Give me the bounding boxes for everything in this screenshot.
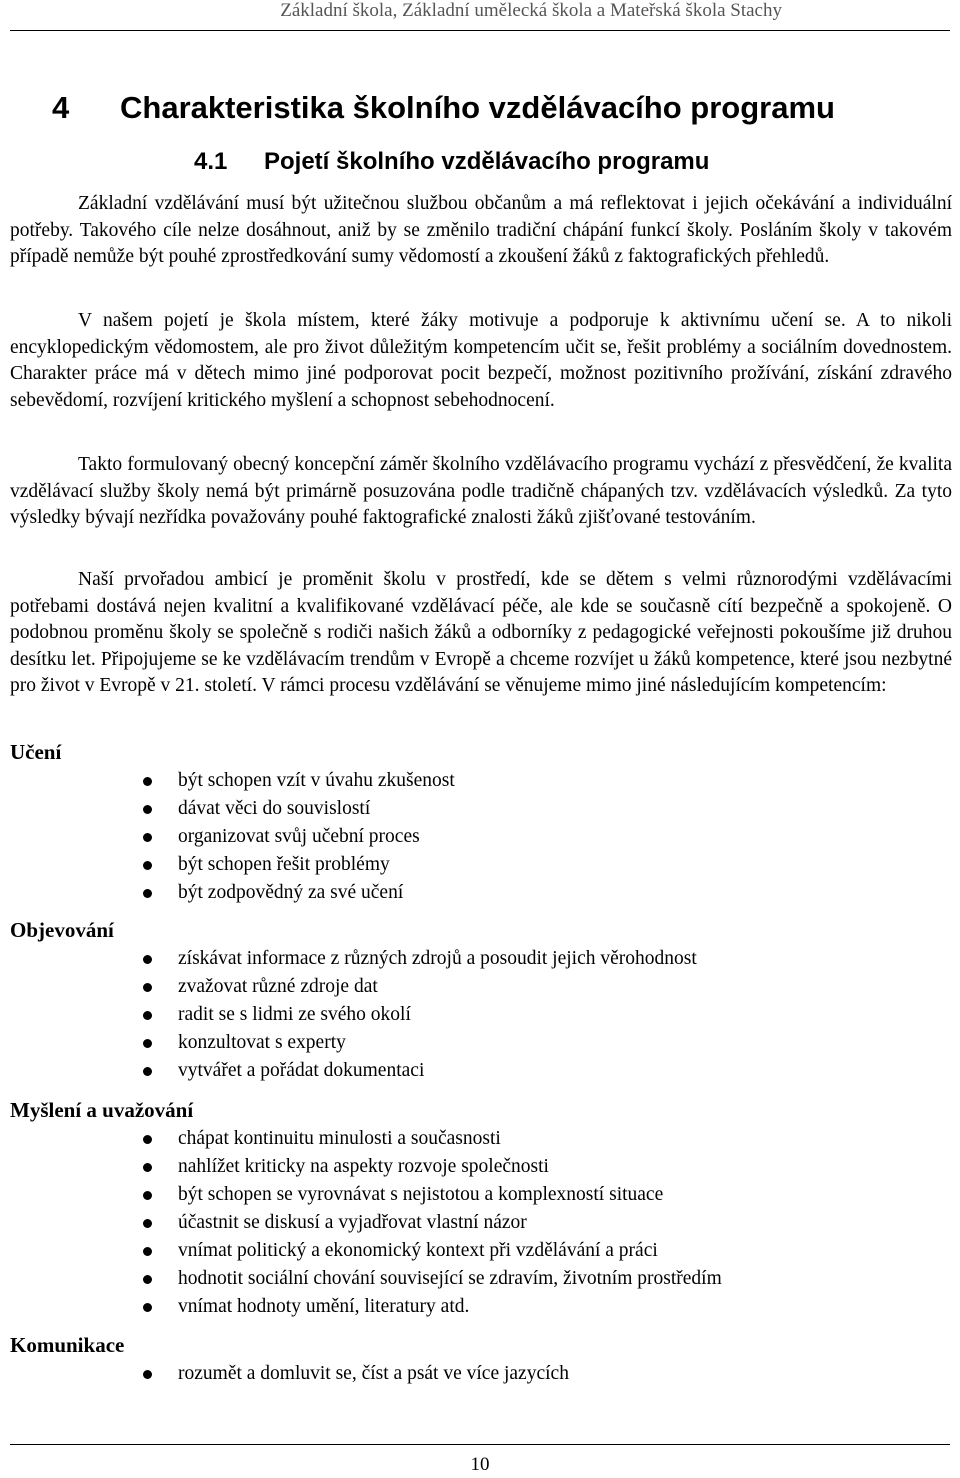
footer-rule: [10, 1444, 950, 1445]
chapter-title: Charakteristika školního vzdělávacího programu: [120, 90, 835, 125]
chapter-heading: [52, 88, 932, 128]
running-header: [10, 0, 950, 26]
list-item: hodnotit sociální chování související se zdravím, životním prostředím: [140, 1265, 722, 1293]
paragraph-4-block: [10, 567, 952, 700]
competence-list-thinking: [140, 1125, 722, 1321]
paragraph-3-block: [10, 452, 952, 532]
bullet-icon: [143, 1303, 152, 1312]
section-number: 4.1: [194, 148, 228, 175]
competence-list-discovery: [140, 945, 697, 1085]
competence-title-discovery: Objevování: [10, 918, 114, 942]
list-item: dávat věci do souvislostí: [140, 795, 455, 823]
bullet-icon: [143, 1247, 152, 1256]
bullet-icon: [143, 1039, 152, 1048]
list-item: vytvářet a pořádat dokumentaci: [140, 1057, 697, 1085]
bullet-icon: [143, 955, 152, 964]
page-number: 10: [470, 1454, 490, 1475]
bullet-icon: [143, 889, 152, 898]
list-item: chápat kontinuitu minulosti a současnosti: [140, 1125, 722, 1153]
bullet-icon: [143, 1275, 152, 1284]
bullet-icon: [143, 777, 152, 786]
list-item: organizovat svůj učební proces: [140, 823, 455, 851]
bullet-icon: [143, 861, 152, 870]
section-heading: [194, 145, 894, 179]
list-item: vnímat politický a ekonomický kontext při vzdělávání a práci: [140, 1237, 722, 1265]
competence-title-learning: Učení: [10, 740, 62, 764]
paragraph: V našem pojetí je škola místem, které žáky motivuje a podporuje k aktivnímu učení se. A to nikoli encyklopedickým vědomostem, ale pro život důležitým kompetencím učit se, řešit problémy a sociálním dovednostem. Charakter práce má v dětech mimo jiné podporovat pocit bezpečí, možnost pozitivního prožívání, získání zdravého sebevědomí, rozvíjení kritického myšlení a schopnost sebehodnocení.: [10, 310, 952, 411]
paragraph-1-block: [10, 191, 952, 271]
list-item: konzultovat s experty: [140, 1029, 697, 1057]
competence-list-communication: [140, 1360, 569, 1388]
bullet-icon: [143, 1135, 152, 1144]
section-title: Pojetí školního vzdělávacího programu: [264, 148, 710, 175]
list-item: radit se s lidmi ze svého okolí: [140, 1001, 697, 1029]
bullet-icon: [143, 1370, 152, 1379]
bullet-icon: [143, 1067, 152, 1076]
header-rule: [10, 30, 950, 31]
competence-list-learning: [140, 767, 455, 907]
list-item: být schopen se vyrovnávat s nejistotou a komplexností situace: [140, 1181, 722, 1209]
paragraph: Základní vzdělávání musí být užitečnou službou občanům a má reflektovat i jejich očekávání a individuální potřeby. Takového cíle nelze dosáhnout, aniž by se změnilo tradiční chápání funkcí školy. Posláním školy v takovém případě nemůže být pouhé zprostředkování sumy vědomostí a zkoušení žáků z faktografických přehledů.: [10, 193, 952, 268]
bullet-icon: [143, 1011, 152, 1020]
list-item: být schopen řešit problémy: [140, 851, 455, 879]
competence-title-communication: Komunikace: [10, 1333, 125, 1357]
bullet-icon: [143, 805, 152, 814]
bullet-icon: [143, 1163, 152, 1172]
list-item: být zodpovědný za své učení: [140, 879, 455, 907]
bullet-icon: [143, 1219, 152, 1228]
bullet-icon: [143, 1191, 152, 1200]
paragraph: Takto formulovaný obecný koncepční záměr školního vzdělávacího programu vychází z přesvědčení, že kvalita vzdělávací služby školy nemá být primárně posuzována podle tradičně chápaných tzv. vzdělávacích výsledků. Za tyto výsledky bývají nezřídka považovány pouhé faktografické znalosti žáků zjišťované testováním.: [10, 454, 952, 529]
bullet-icon: [143, 833, 152, 842]
paragraph: Naší prvořadou ambicí je proměnit školu v prostředí, kde se dětem s velmi různorodými vzdělávacími potřebami dostává nejen kvalitní a kvalifikované vzdělávací péče, ale kde se současně cítí bezpečně a spokojeně. O podobnou proměnu školy se společně s rodiči našich žáků a odborníky z pedagogické veřejnosti pokoušíme již druhou desítku let. Připojujeme se ke vzdělávacím trendům v Evropě a chceme rozvíjet u žáků kompetence, které jsou nezbytné pro život v Evropě v 21. století. V rámci procesu vzdělávání se věnujeme mimo jiné následujícím kompetencím:: [10, 569, 952, 697]
bullet-icon: [143, 983, 152, 992]
list-item: rozumět a domluvit se, číst a psát ve více jazycích: [140, 1360, 569, 1388]
list-item: účastnit se diskusí a vyjadřovat vlastní názor: [140, 1209, 722, 1237]
list-item: být schopen vzít v úvahu zkušenost: [140, 767, 455, 795]
paragraph-2-block: [10, 308, 952, 414]
competence-title-thinking: Myšlení a uvažování: [10, 1098, 194, 1122]
list-item: nahlížet kriticky na aspekty rozvoje společnosti: [140, 1153, 722, 1181]
chapter-number: 4: [52, 90, 70, 125]
school-name: Základní škola, Základní umělecká škola a Mateřská škola Stachy: [280, 0, 782, 21]
list-item: vnímat hodnoty umění, literatury atd.: [140, 1293, 722, 1321]
list-item: získávat informace z různých zdrojů a posoudit jejich věrohodnost: [140, 945, 697, 973]
list-item: zvažovat různé zdroje dat: [140, 973, 697, 1001]
